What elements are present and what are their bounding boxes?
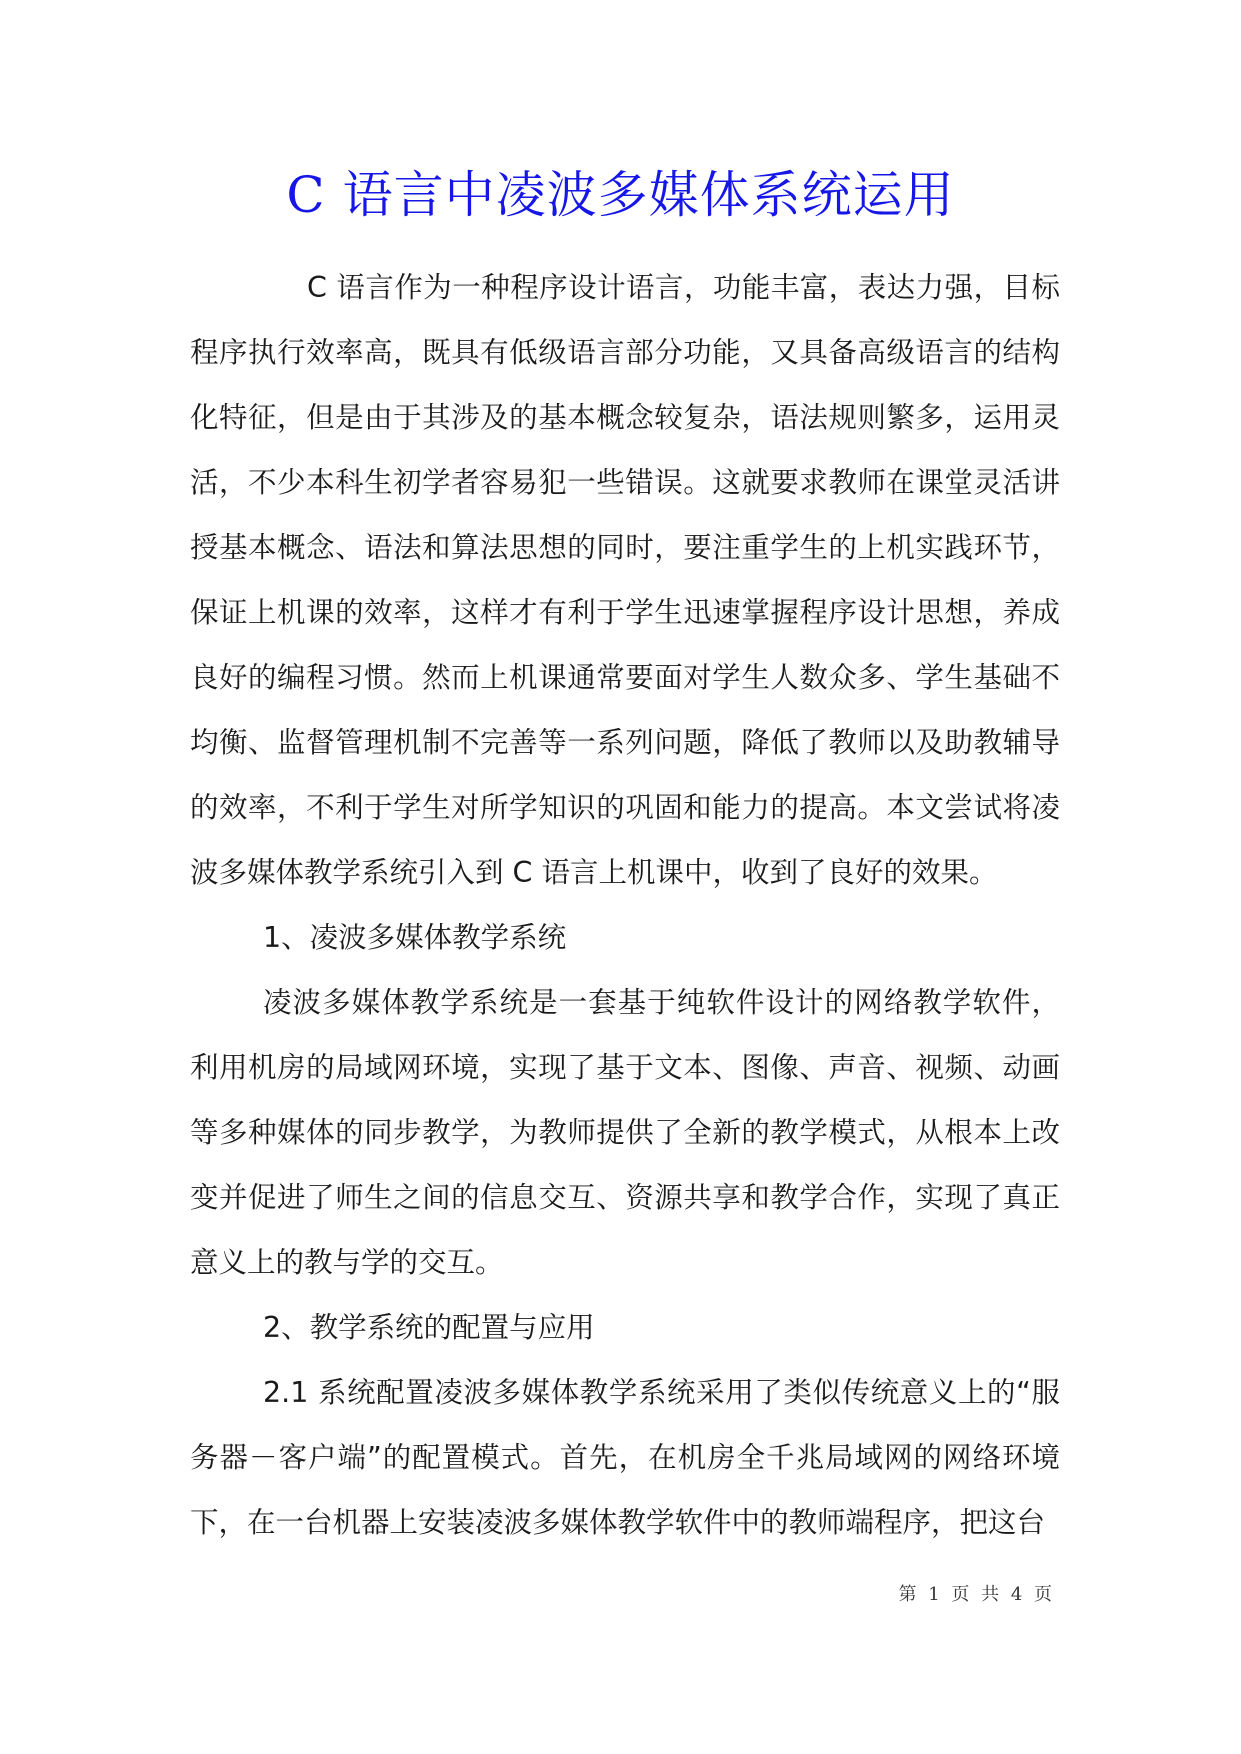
section-heading-1: 1、凌波多媒体教学系统 [263, 921, 567, 954]
document-title: C 语言中凌波多媒体系统运用 [286, 166, 955, 224]
paragraph-intro: C 语言作为一种程序设计语言，功能丰富，表达力强，目标程序执行效率高，既具有低级语言部分功能，又具备高级语言的结构化特征，但是由于其涉及的基本概念较复杂，语法规则繁多，运用灵活，不少本科生初学者容易犯一些错误。这就要求教师在课堂灵活讲授基本概念、语法和算法思想的同时，要注重学生的上机实践环节，保证上机课的效率，这样才有利于学生迅速掌握程序设计思想，养成良好的编程习惯。然而上机课通常要面对学生人数众多、学生基础不均衡、监督管理机制不完善等一系列问题，降低了教师以及助教辅导的效率，不利于学生对所学知识的巩固和能力的提高。本文尝试将凌波多媒体教学系统引入到 C 语言上机课中，收到了良好的效果。 [190, 271, 1060, 889]
section-heading-2: 2、教学系统的配置与应用 [263, 1311, 595, 1344]
paragraph-system-config: 2.1 系统配置凌波多媒体教学系统采用了类似传统意义上的“服务器－客户端”的配置模式。首先，在机房全千兆局域网的网络环境下，在一台机器上安装凌波多媒体教学软件中的教师端程序，把这台 [190, 1376, 1060, 1539]
document-body [190, 255, 1060, 1555]
paragraph-system-description: 凌波多媒体教学系统是一套基于纯软件设计的网络教学软件，利用机房的局域网环境，实现了基于文本、图像、声音、视频、动画等多种媒体的同步教学，为教师提供了全新的教学模式，从根本上改变并促进了师生之间的信息交互、资源共享和教学合作，实现了真正意义上的教与学的交互。 [190, 986, 1060, 1279]
page-number: 第 1 页 共 4 页 [898, 1584, 1052, 1605]
